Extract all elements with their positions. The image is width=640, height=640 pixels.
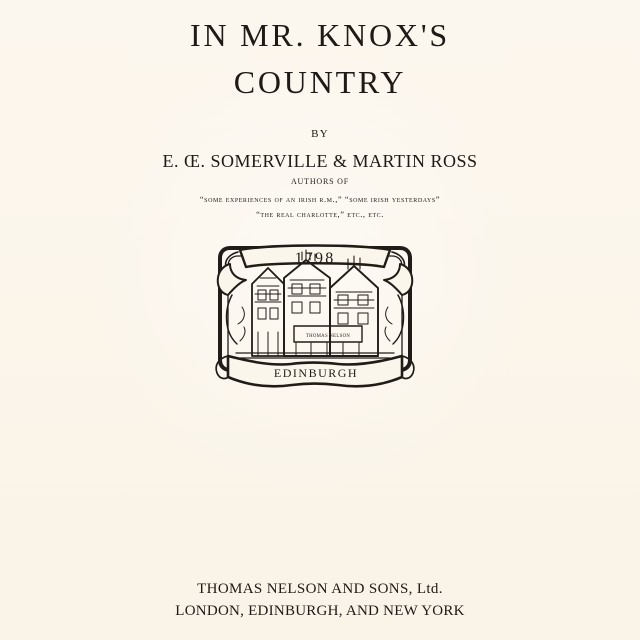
previous-works-line-2: “the real charlotte,” etc., etc.: [256, 209, 384, 219]
authors-of-label: AUTHORS OF: [290, 177, 349, 186]
title-line-2: COUNTRY: [233, 64, 407, 100]
emblem-illustration: [210, 240, 420, 410]
by-label: BY: [311, 128, 329, 140]
title-line-1: IN MR. KNOX'S: [190, 17, 450, 53]
author-line: E. Œ. SOMERVILLE & MARTIN ROSS: [162, 151, 478, 171]
emblem-sign: THOMAS NELSON: [305, 334, 351, 339]
publisher-emblem: [210, 240, 420, 410]
publisher-line-1: THOMAS NELSON AND SONS, Ltd.: [197, 581, 443, 597]
emblem-city: EDINBURGH: [273, 366, 359, 380]
emblem-year: 1798: [294, 250, 336, 267]
publisher-line-2: LONDON, EDINBURGH, AND NEW YORK: [175, 603, 465, 619]
previous-works-line-1: “some experiences of an irish r.m.,” “some irish yesterdays”: [199, 194, 441, 204]
